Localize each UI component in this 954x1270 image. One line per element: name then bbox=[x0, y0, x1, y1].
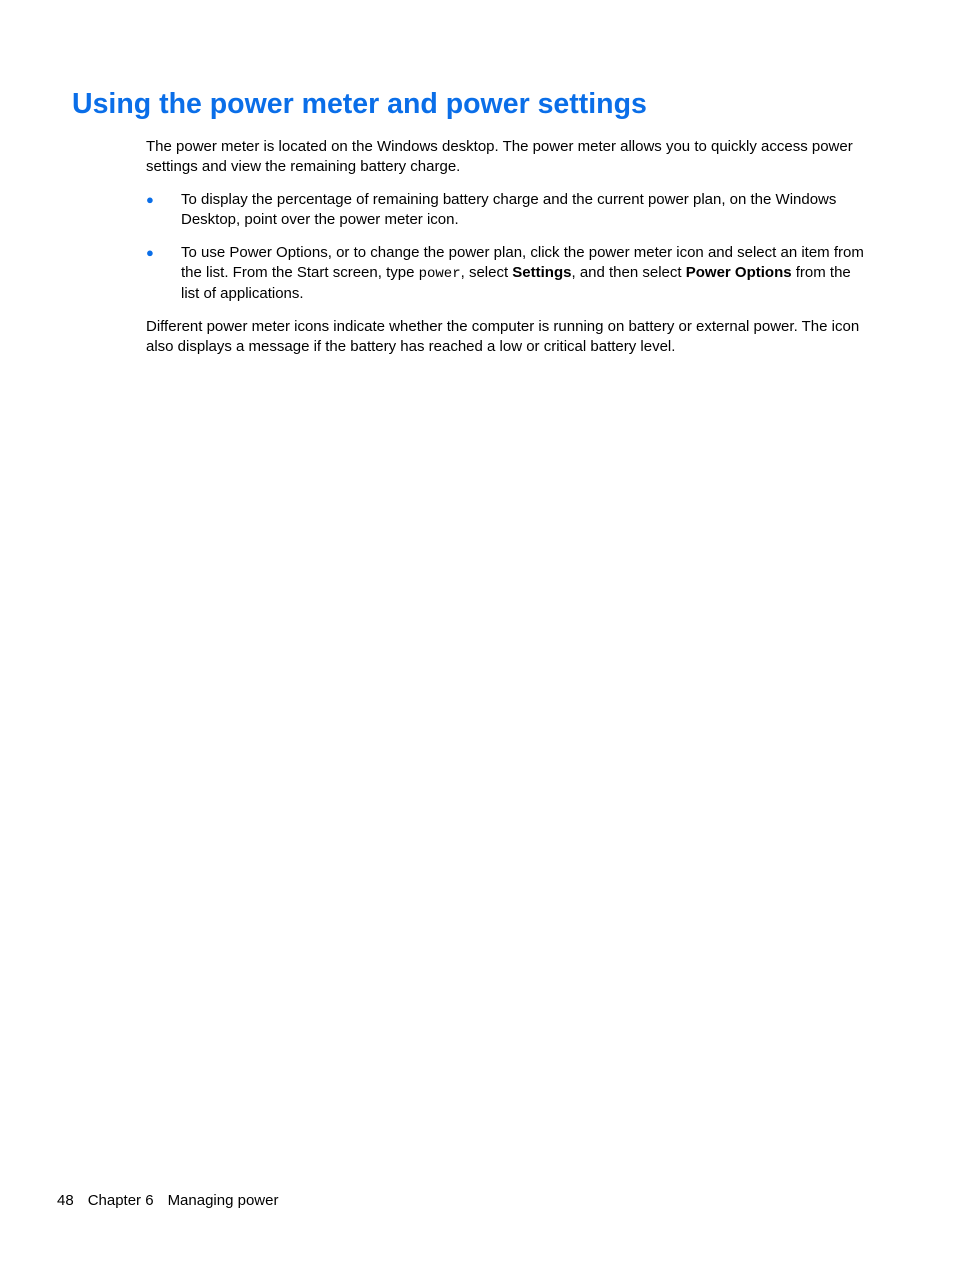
list-item bbox=[146, 190, 866, 230]
bullet-text-part: , and then select bbox=[571, 264, 686, 281]
chapter-label: Chapter 6 bbox=[87, 1192, 154, 1209]
closing-paragraph: Different power meter icons indicate whether the computer is running on battery or external power. The icon also displays a message if the battery has reached a low or critical battery level. bbox=[146, 318, 860, 355]
bullet-list bbox=[146, 190, 866, 304]
section-label: Managing power bbox=[167, 1192, 279, 1209]
list-item bbox=[146, 243, 866, 304]
bullet-text-part: To use Power Options, or to change the power plan, click the power meter icon and select an item from the list. From the Start screen, type bbox=[181, 244, 864, 281]
bullet-text: To display the percentage of remaining battery charge and the current power plan, on the Windows Desktop, point over the power meter icon. bbox=[181, 191, 837, 228]
bullet-text-part: , select bbox=[460, 264, 513, 281]
page-footer bbox=[57, 1192, 292, 1209]
intro-paragraph: The power meter is located on the Windows desktop. The power meter allows you to quickly access power settings and view the remaining battery charge. bbox=[146, 138, 853, 175]
settings-term: Settings bbox=[512, 264, 572, 281]
power-options-term: Power Options bbox=[685, 264, 792, 281]
bullet-text-part: from the list of applications. bbox=[181, 264, 851, 302]
page-title: Using the power meter and power settings bbox=[72, 88, 647, 120]
code-power: power bbox=[418, 266, 461, 282]
bullet-icon: ● bbox=[146, 192, 154, 207]
main-content bbox=[146, 137, 866, 370]
page-number: 48 bbox=[57, 1192, 74, 1209]
bullet-icon: ● bbox=[146, 245, 154, 260]
